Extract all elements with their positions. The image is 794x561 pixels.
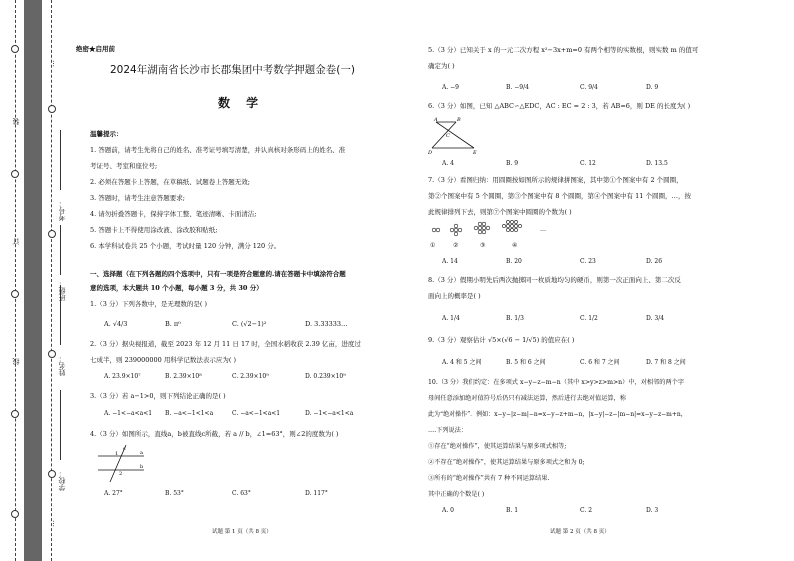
question-10-prompt: 其中正确的个数是( )	[428, 491, 485, 498]
q5-option-d: D. 9	[646, 84, 659, 91]
q4-option-b: B. 53°	[165, 490, 184, 497]
question-1: 1.（3 分）下列各数中，是无理数的是( )	[90, 300, 208, 308]
similar-triangles-figure	[428, 116, 488, 156]
svg-text:C: C	[446, 133, 450, 139]
q3-option-c: C. −a<−1<a<1	[232, 410, 281, 417]
svg-text:B: B	[457, 117, 461, 123]
punch-circle	[48, 350, 56, 358]
id-label: 考号：	[58, 200, 66, 221]
question-3: 3.（3 分）若 a−1>0，则下列结论正确的是( )	[90, 392, 226, 400]
question-10-cont: 母间任意添加绝对值符号后仍只有减法运算，然后进行去绝对值运算，称	[428, 395, 626, 402]
q6-option-c: C. 12	[580, 160, 596, 167]
pattern-ellipsis: …	[540, 226, 546, 233]
strip-mark: 线	[12, 358, 20, 365]
q10-option-c: C. 2	[580, 507, 593, 514]
class-fill-line	[60, 225, 61, 275]
question-2-cont: 七成半，则 239000000 用科学记数法表示应为( )	[90, 356, 236, 364]
punch-circle	[11, 45, 19, 53]
q7-option-c: C. 23	[580, 258, 596, 265]
q8-option-b: B. 1/3	[506, 315, 524, 322]
question-7-cont2: 此规律排列下去，则第⑦个图案中圆圈的个数为( )	[428, 208, 572, 216]
q4-option-d: D. 117°	[305, 490, 328, 497]
q5-option-a: A. −9	[442, 84, 459, 91]
q4-option-a: A. 27°	[104, 490, 123, 497]
svg-text:c: c	[123, 446, 126, 452]
q5-option-c: C. 9/4	[580, 84, 598, 91]
tip-line: 4. 请勿折叠答题卡，保持字体工整、笔迹清晰、卡面清洁;	[90, 210, 257, 218]
page-footer-right: 试题 第 2 页（共 8 页）	[550, 529, 610, 535]
svg-text:E: E	[473, 150, 477, 156]
question-7-cont: 第②个图案中有 5 个圆圈，第③个图案中有 8 个圆圈，第④个图案中有 11 个圆圈，…，按	[428, 192, 691, 200]
svg-text:2: 2	[119, 471, 123, 477]
svg-text:A: A	[434, 117, 438, 123]
q9-option-d: D. 7 和 8 之间	[646, 359, 686, 366]
question-10: 10.（3 分）我们约定：在多项式 x−y−z−m−n（其中 x>y>z>m>n）中，对相邻的两个字	[428, 379, 685, 386]
q1-option-c: C. (√2−1)²	[232, 320, 267, 328]
q8-option-a: A. 1/4	[442, 315, 460, 322]
q3-option-d: D. −1<−a<1<a	[305, 410, 354, 417]
q1-option-a: A. √4/3	[104, 320, 128, 328]
outer-cut-line	[15, 0, 16, 561]
class-label: 班级：	[58, 280, 66, 301]
id-fill-line	[60, 130, 61, 190]
circle-pattern-figure	[428, 220, 558, 246]
q8-option-d: D. 3/4	[646, 315, 665, 322]
parallel-lines-figure	[96, 444, 146, 484]
pattern-label-1: ①	[430, 242, 436, 249]
q2-option-a: A. 23.9×10⁷	[104, 373, 141, 380]
q2-option-d: D. 0.239×10⁹	[305, 373, 346, 380]
section1-heading: 一、选择题（在下列各题的四个选项中，只有一项是符合题意的.请在答题卡中填涂符合题	[90, 270, 346, 278]
pattern-label-4: ④	[512, 242, 518, 249]
school-fill-line	[60, 390, 61, 460]
question-5-cont: 确定为( )	[428, 62, 455, 70]
name-label: 姓名：	[58, 355, 66, 376]
q5-option-b: B. −9/4	[506, 84, 529, 91]
tip-line: 1. 答题前，请考生先将自己的姓名、准考证号填写清楚，并认真核对条形码上的姓名、准	[90, 146, 346, 154]
q9-option-c: C. 6 和 7 之间	[580, 359, 620, 366]
q10-option-b: B. 1	[506, 507, 519, 514]
q6-option-b: B. 9	[506, 160, 519, 167]
tip-line: 3. 答题时，请考生注意答题要求;	[90, 194, 185, 202]
strip-mark: 装	[12, 118, 20, 125]
q3-option-a: A. −1<−a<a<1	[104, 410, 153, 417]
question-7: 7.（3 分）看图归纳：用圆圈按如图所示的规律拼图案，其中第①个图案中有 2 个圆圈，	[428, 176, 683, 184]
q3-option-b: B. −a<−1<1<a	[165, 410, 214, 417]
punch-circle	[11, 290, 19, 298]
question-8: 8.（3 分）假期小明先后两次抛掷同一枚质地均匀的硬币，则第一次正面向上、第二次反	[428, 276, 681, 284]
q2-option-c: C. 2.39×10⁹	[232, 373, 269, 380]
q10-option-a: A. 0	[442, 507, 454, 514]
svg-text:1: 1	[115, 451, 119, 457]
punch-circle	[48, 230, 56, 238]
tip-line: 6. 本学科试卷共 25 个小题，考试时量 120 分钟，满分 120 分。	[90, 242, 281, 250]
tip-line: 考证号、考室和座位号;	[90, 162, 158, 170]
svg-text:b: b	[140, 464, 144, 470]
page-footer-left: 试题 第 1 页（共 8 页）	[212, 529, 272, 535]
question-8-cont: 面向上的概率是( )	[428, 292, 481, 300]
q9-option-b: B. 5 和 6 之间	[506, 359, 546, 366]
pattern-label-2: ②	[453, 242, 459, 249]
q6-option-d: D. 13.5	[646, 160, 668, 167]
q9-option-a: A. 4 和 5 之间	[442, 359, 482, 366]
q7-option-a: A. 14	[442, 258, 458, 265]
q10-option-d: D. 3	[646, 507, 659, 514]
q6-option-a: A. 4	[442, 160, 454, 167]
secret-label: 绝密★启用前	[76, 45, 115, 53]
tips-title: 温馨提示：	[90, 130, 123, 138]
school-label: 学校：	[58, 470, 66, 491]
question-6: 6.（3 分）如图，已知 △ABC∽△EDC，AC : EC = 2 : 3，若 AB=6，则 DE 的长度为( )	[428, 102, 691, 110]
punch-circle	[48, 470, 56, 478]
question-9: 9.（3 分）观察估计 √5×(√6 − 1/√5) 的值应在( )	[428, 336, 575, 344]
question-4: 4.（3 分）如图所示，直线a，b被直线c所截，若 a // b，∠1=63°，则∠2的度数为( )	[90, 430, 339, 438]
punch-circle	[11, 170, 19, 178]
svg-text:a: a	[140, 450, 143, 456]
tip-line: 5. 答题卡上不得使用涂改液、涂改胶和贴纸;	[90, 226, 218, 234]
question-10-statement-1: ①存在“绝对操作”，使其运算结果与原多项式相等;	[428, 443, 567, 450]
q7-option-d: D. 26	[646, 258, 663, 265]
punch-circle	[11, 410, 19, 418]
binding-strip	[0, 0, 66, 561]
tip-line: 2. 必须在答题卡上答题，在草稿纸、试题卷上答题无效;	[90, 178, 250, 186]
exam-title: 2024年湖南省长沙市长郡集团中考数学押题金卷(一)	[110, 64, 355, 76]
section1-heading-cont: 意的选项，本大题共 10 个小题，每小题 3 分，共 30 分）	[90, 284, 263, 292]
question-10-statement-2: ②不存在“绝对操作”，使其运算结果与原多项式之和为 0;	[428, 459, 585, 466]
strip-mark: …	[48, 60, 56, 67]
binding-gray-band	[24, 0, 42, 561]
strip-mark: …	[48, 520, 56, 527]
question-5: 5.（3 分）已知关于 x 的一元二次方程 x²−3x+m=0 有两个相等的实数根，则实数 m 的值可	[428, 46, 699, 54]
question-2: 2.（3 分）据央视报道，截至 2023 年 12 月 11 日 17 时，全国水稻收获 2.39 亿亩，进度过	[90, 340, 361, 348]
question-10-cont3: ….下列说法：	[428, 427, 468, 434]
q7-option-b: B. 20	[506, 258, 522, 265]
q4-option-c: C. 63°	[232, 490, 251, 497]
q8-option-c: C. 1/2	[580, 315, 598, 322]
q2-option-b: B. 2.39×10⁸	[165, 373, 202, 380]
question-10-cont2: 此为“绝对操作”．例如：x−y−|z−m|−n=x−y−z+m−n，|x−y|−z−|m−n|=x−y−z−m+n，	[428, 411, 687, 418]
question-10-statement-3: ③所有的“绝对操作”共有 7 种不同运算结果.	[428, 475, 550, 482]
subject-title: 数 学	[218, 96, 265, 110]
q1-option-d: D. 3.33333…	[305, 320, 348, 328]
pattern-label-3: ③	[480, 242, 486, 249]
punch-circle	[48, 105, 56, 113]
strip-mark: 订	[12, 238, 20, 245]
q1-option-b: B. π⁰	[165, 320, 181, 328]
punch-circle	[11, 510, 19, 518]
svg-text:D: D	[428, 150, 433, 156]
